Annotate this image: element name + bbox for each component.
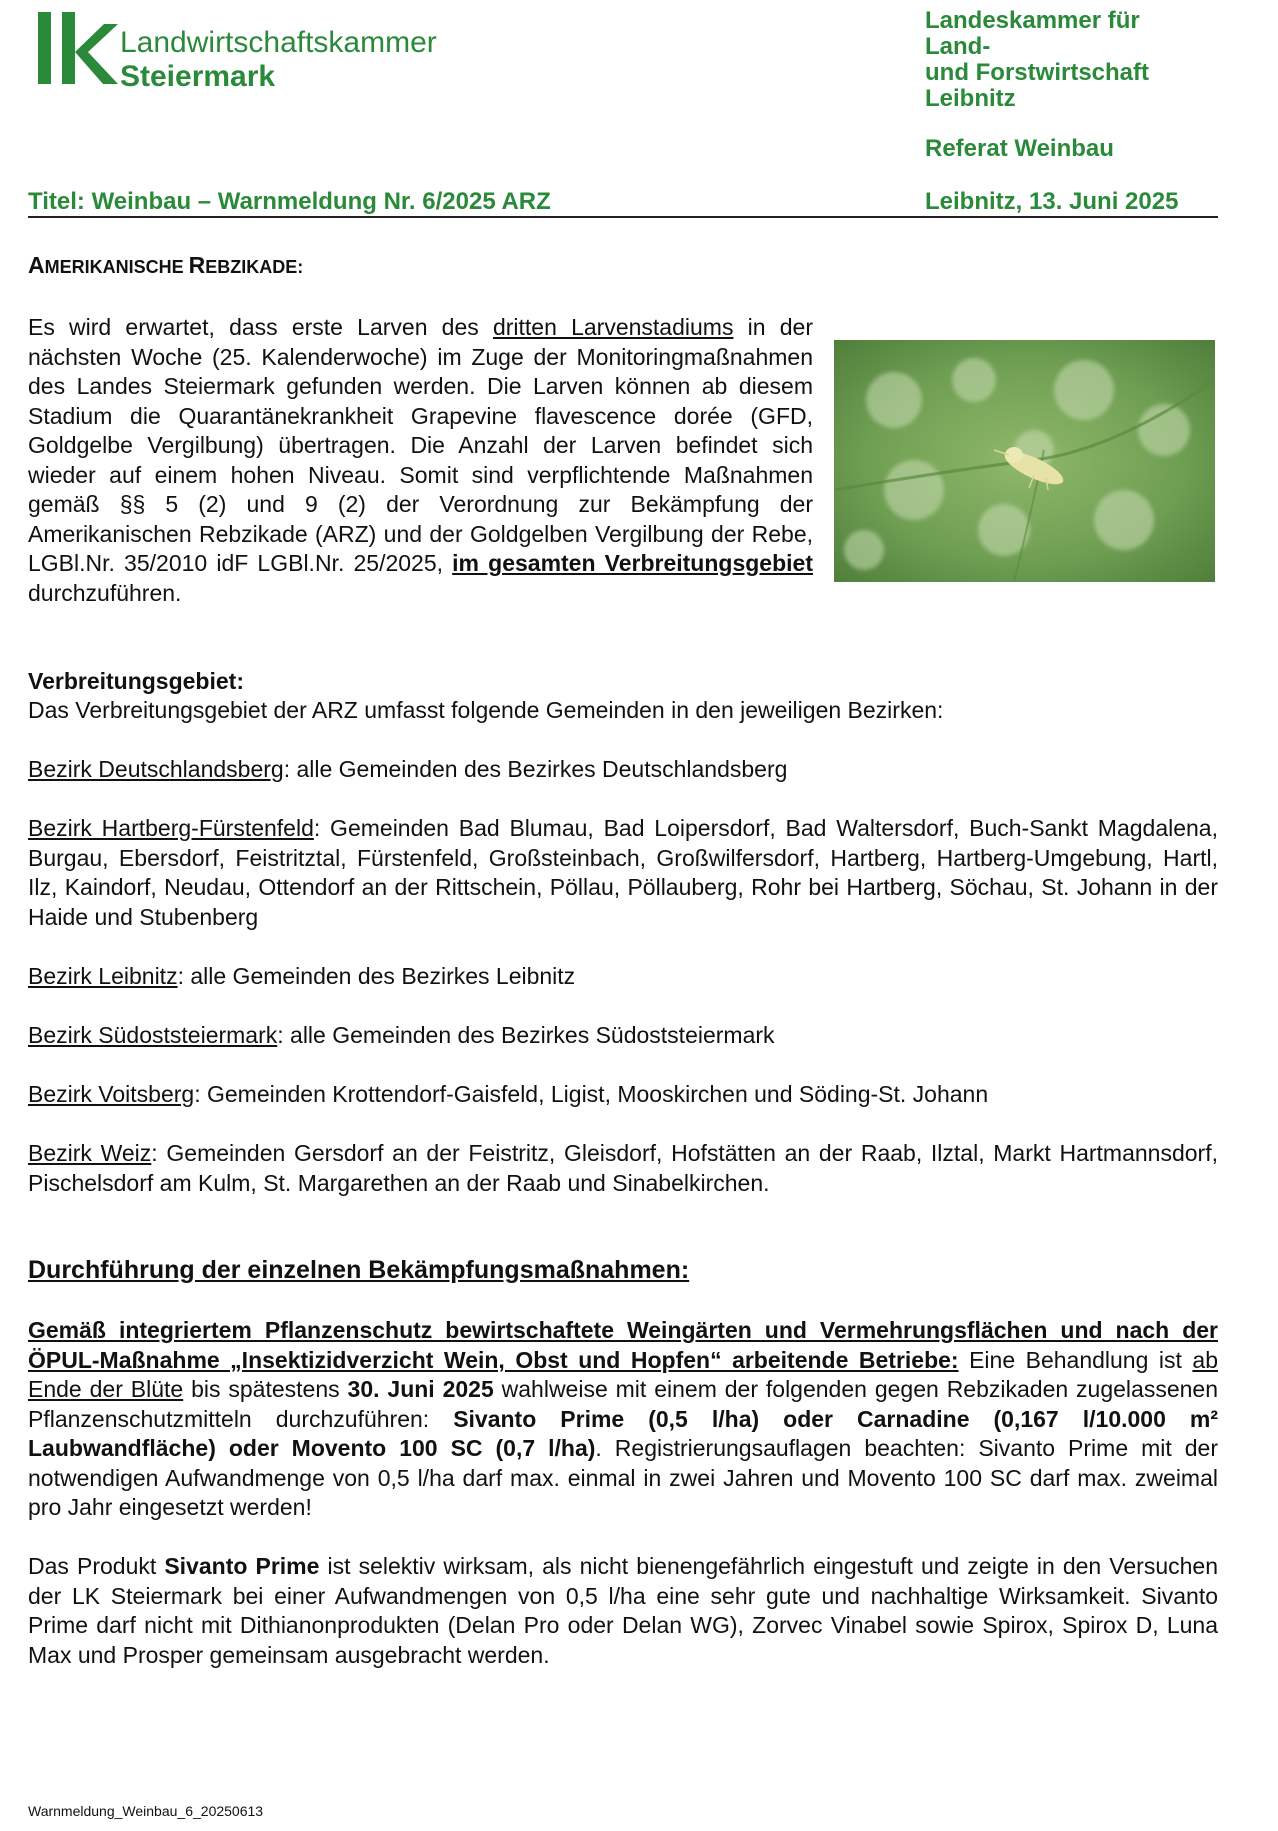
district-hartberg-fuerstenfeld — [28, 814, 1218, 932]
verbreitung-heading: Verbreitungsgebiet: — [28, 668, 244, 694]
text-run: ist selektiv wirksam, als nicht bienengefährlich eingestuft und zeigte in den Versuchen der LK Steiermark bei einer Aufwandmengen von 0,5 l/ha eine sehr gute und nachhaltige Wirksamkeit. Sivanto Prime darf nicht mit Dithianonprodukten (Delan Pro oder Delan WG), Zorvec Vinabel sowie Spirox, Spirox D, Luna Max und Prosper gemeinsam ausgebracht werden. — [28, 1553, 1218, 1668]
district-name: Bezirk Voitsberg — [28, 1081, 195, 1107]
treatment-subheading: Gemäß integriertem Pflanzenschutz bewirtschaftete Weingärten und Vermehrungsflächen und nach der ÖPUL-Maßnahme „Insektizidverzicht Wein, Obst und Hopfen“ arbeitende Betriebe: — [28, 1317, 1218, 1373]
text-run: Es wird erwartet, dass erste Larven des — [28, 314, 493, 340]
logo-wordmark — [120, 26, 437, 94]
header-divider — [28, 216, 1218, 218]
heading-smallcaps: MERIKANISCHE — [44, 257, 189, 277]
underlined-phrase: ab Ende der Blüte — [28, 1346, 1218, 1402]
text-run: durchzuführen. — [28, 579, 182, 606]
logo-line-2: Steiermark — [120, 60, 276, 93]
document-title: Titel: Weinbau – Warnmeldung Nr. 6/2025 ARZ — [28, 188, 551, 215]
org-address — [925, 8, 1255, 162]
sivanto-paragraph — [28, 1552, 1218, 1670]
heading-cap: R — [188, 252, 206, 278]
text-run: wahlweise mit einem der folgenden gegen Rebzikaden zugelassenen Pflanzenschutzmitteln durchzuführen: — [28, 1376, 1218, 1432]
heading-smallcaps: EBZIKADE: — [205, 257, 304, 277]
org-line-2: Land- — [925, 33, 991, 60]
district-text: : alle Gemeinden des Bezirkes Deutschlandsberg — [283, 756, 788, 782]
text-run: Eine Behandlung ist — [969, 1346, 1193, 1373]
district-leibnitz — [28, 962, 1218, 992]
district-text: : alle Gemeinden des Bezirkes Leibnitz — [177, 963, 576, 989]
deadline-date: 30. Juni 2025 — [347, 1376, 494, 1402]
lk-logo-icon — [38, 12, 118, 84]
verbreitung-intro: Das Verbreitungsgebiet der ARZ umfasst folgende Gemeinden in den jeweiligen Bezirken: — [28, 697, 944, 723]
document-date: Leibnitz, 13. Juni 2025 — [925, 188, 1179, 215]
text-run: bis spätestens — [183, 1376, 348, 1402]
district-text: : alle Gemeinden des Bezirkes Südoststeiermark — [277, 1022, 775, 1048]
leafhopper-larva-photo — [834, 340, 1215, 582]
district-name: Bezirk Hartberg-Fürstenfeld — [28, 815, 314, 841]
district-text: : Gemeinden Gersdorf an der Feistritz, Gleisdorf, Hofstätten an der Raab, Ilztal, Markt Hartmannsdorf, Pischelsdorf am Kulm, St. Margarethen an der Raab und Sinabelkirchen. — [28, 1140, 1218, 1196]
district-voitsberg — [28, 1080, 1218, 1110]
district-suedoststeiermark — [28, 1021, 1218, 1051]
org-line-4: Leibnitz — [925, 85, 1016, 112]
district-name: Bezirk Deutschlandsberg — [28, 756, 284, 782]
section-heading-arz — [28, 252, 303, 279]
district-deutschlandsberg — [28, 755, 1218, 785]
treatment-paragraph — [28, 1316, 1218, 1523]
footer-filename: Warnmeldung_Weinbau_6_20250613 — [28, 1803, 264, 1819]
org-line-3: und Forstwirtschaft — [925, 59, 1150, 86]
text-run: Das Produkt — [28, 1553, 165, 1579]
district-text: : Gemeinden Krottendorf-Gaisfeld, Ligist, Mooskirchen und Söding-St. Johann — [194, 1081, 989, 1107]
district-weiz — [28, 1139, 1218, 1198]
durchfuehrung-heading: Durchführung der einzelnen Bekämpfungsmaßnahmen: — [28, 1256, 690, 1284]
org-line-1: Landeskammer für — [925, 7, 1140, 34]
text-run: . Registrierungsauflagen beachten: Sivanto Prime mit der notwendigen Aufwandmenge von 0,5 l/ha darf max. einmal in zwei Jahren und Movento 100 SC darf max. zweimal pro Jahr eingesetzt werden! — [28, 1435, 1218, 1520]
district-text: : Gemeinden Bad Blumau, Bad Loipersdorf, Bad Waltersdorf, Buch-Sankt Magdalena, Burgau, Ebersdorf, Feistritztal, Fürstenfeld, Großsteinbach, Großwilfersdorf, Hartberg, Hartberg-Umgebung, Hartl, Ilz, Kaindorf, Neudau, Ottendorf an der Rittschein, Pöllau, Pöllauberg, Rohr bei Hartberg, Söchau, St. Johann in der Haide und Stubenberg — [28, 815, 1218, 930]
district-name: Bezirk Südoststeiermark — [28, 1022, 278, 1048]
district-name: Bezirk Leibnitz — [28, 963, 178, 989]
underlined-phrase: dritten Larvenstadiums — [492, 314, 734, 340]
product-name: Sivanto Prime — [164, 1553, 320, 1579]
intro-paragraph — [28, 313, 813, 608]
underlined-phrase: im gesamten Verbreitungsgebiet — [452, 550, 813, 576]
heading-cap: A — [28, 252, 45, 278]
logo-line-1: Landwirtschaftskammer — [120, 26, 437, 59]
district-name: Bezirk Weiz — [28, 1140, 152, 1166]
department: Referat Weinbau — [925, 135, 1114, 162]
product-list: Sivanto Prime (0,5 l/ha) oder Carnadine (0,167 l/10.000 m² Laubwandfläche) oder Movento 100 SC (0,7 l/ha) — [28, 1405, 1218, 1461]
text-run: in der nächsten Woche (25. Kalenderwoche) im Zuge der Monitoringmaßnahmen des Landes Steiermark gefunden werden. Die Larven können ab diesem Stadium die Quarantänekrankheit Grapevine flavescence dorée (GFD, Goldgelbe Vergilbung) übertragen. Die Anzahl der Larven befindet sich wieder auf einem hohen Niveau. Somit sind verpflichtende Maßnahmen gemäß §§ 5 (2) und 9 (2) der Verordnung zur Bekämpfung der Amerikanischen Rebzikade (ARZ) und der Goldgelben Vergilbung der Rebe, LGBl.Nr. 35/2010 idF LGBl.Nr. 25/2025, — [28, 314, 813, 576]
